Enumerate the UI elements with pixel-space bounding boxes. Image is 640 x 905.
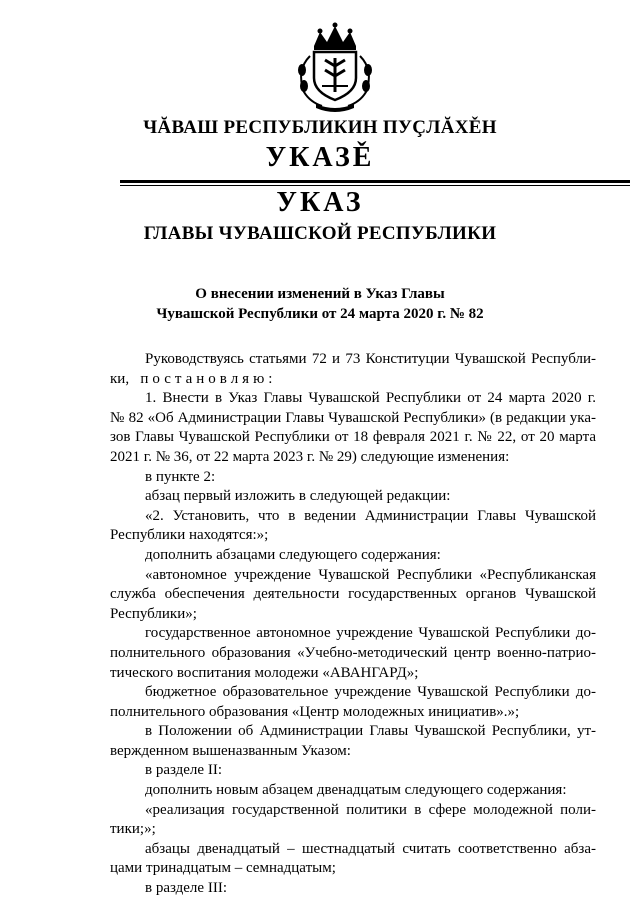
text-line: полнительного образования «Учебно-методический центр военно-патрио-: [110, 644, 596, 661]
text-line: «автономное учреждение Чувашской Республики «Республиканская: [145, 566, 596, 583]
text-line: абзацы двенадцатый – шестнадцатый считать соответственно абза-: [145, 840, 596, 857]
text-line: 1. Внести в Указ Главы Чувашской Республики от 24 марта 2020 г.: [145, 390, 596, 407]
text-fragment: ки,: [110, 370, 130, 387]
header-rule-thick: [120, 180, 630, 183]
text-line: тики;»;: [110, 821, 156, 838]
text-line: бюджетное образовательное учреждение Чувашской Республики до-: [145, 684, 596, 701]
text-line: вержденном вышеназванным Указом:: [110, 742, 351, 759]
text-line: № 82 «Об Администрации Главы Чувашской Республики» (в редакции ука-: [110, 409, 596, 426]
decree-body: [110, 350, 596, 899]
decree-subject: [0, 284, 640, 324]
subject-line-1: О внесении изменений в Указ Главы: [195, 286, 445, 302]
text-line: Республики находятся:»;: [110, 527, 269, 544]
text-line: служба обеспечения деятельности государственных органов Чувашской: [110, 586, 596, 603]
text-line: в разделе II:: [145, 762, 222, 779]
decree-keyword: постановляю:: [140, 370, 277, 387]
text-line: цами тринадцатым – семнадцатым;: [110, 860, 336, 877]
text-line: государственное автономное учреждение Чувашской Республики до-: [145, 625, 596, 642]
russian-decree-word: УКАЗ: [276, 187, 364, 218]
text-line: дополнить новым абзацем двенадцатым следующего содержания:: [145, 782, 567, 799]
chuvash-emblem: [292, 22, 378, 112]
text-line: абзац первый изложить в следующей редакции:: [145, 488, 451, 505]
text-line: в разделе III:: [145, 880, 227, 897]
text-line: «реализация государственной политики в сфере молодежной поли-: [145, 801, 596, 818]
header-rule-thin: [120, 185, 630, 186]
text-line: Республики»;: [110, 605, 197, 622]
text-line: зов Главы Чувашской Республики от 18 февраля 2021 г. № 22, от 20 марта: [110, 429, 596, 446]
text-line: «2. Установить, что в ведении Администрации Главы Чувашской: [145, 507, 596, 524]
text-line: полнительного образования «Центр молодежных инициатив».»;: [110, 703, 520, 720]
text-line: [110, 370, 596, 390]
text-line: тического воспитания молодежи «АВАНГАРД»;: [110, 664, 419, 681]
text-line: Руководствуясь статьями 72 и 73 Конституции Чувашской Республи-: [145, 351, 596, 367]
subject-line-2: Чувашской Республики от 24 марта 2020 г. № 82: [156, 306, 484, 322]
text-line: 2021 г. № 36, от 22 марта 2023 г. № 29) следующие изменения:: [110, 448, 510, 465]
text-line: в пункте 2:: [145, 468, 216, 485]
chuvash-header-title: ЧĂВАШ РЕСПУБЛИКИН ПУÇЛĂХĚН: [143, 117, 497, 138]
text-line: в Положении об Администрации Главы Чувашской Республики, ут-: [145, 723, 596, 740]
text-line: дополнить абзацами следующего содержания:: [145, 546, 441, 563]
russian-header-title: ГЛАВЫ ЧУВАШСКОЙ РЕСПУБЛИКИ: [143, 223, 497, 244]
chuvash-decree-word: УКАЗĚ: [265, 142, 375, 173]
